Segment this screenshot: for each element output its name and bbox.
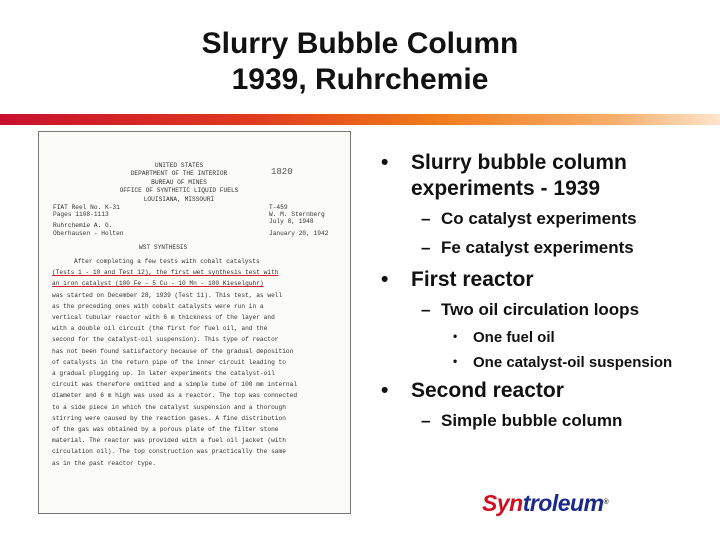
syntroleum-logo [482,488,608,518]
body-line: as in the past reactor type. [52,459,156,467]
bullet-item [381,150,701,202]
bullet-text: Second reactor [411,379,564,402]
body-line: circuit was therefore omitted and a simple tube of 100 mm internal [52,381,298,389]
title-line-2: 1939, Ruhrchemie [231,63,489,96]
body-line: an iron catalyst (100 Fe - 5 Cu - 10 Mn - 100 Kieselguhr) [52,280,264,288]
document-number: 1820 [271,167,293,177]
sub-bullet-text: Simple bubble column [441,411,623,430]
header-line: BUREAU OF MINES [151,178,207,186]
meta-line: FIAT Reel No. K-31 [53,204,120,211]
body-line: has not been found satisfactory because of the gradual deposition [52,347,294,355]
body-line: as the preceding ones with cobalt catalysts were run in a [52,302,264,310]
meta-line: T-459 [269,204,288,211]
dash-icon: – [421,300,431,319]
body-line: vertical tubular reactor with 6 m thickness of the layer and [52,314,275,322]
scanned-document [38,131,351,514]
header-line: OFFICE OF SYNTHETIC LIQUID FUELS [119,187,239,195]
gradient-divider [0,114,720,125]
header-line: DEPARTMENT OF THE INTERIOR [130,170,228,178]
bullet-item [381,378,701,404]
body-line: material. The reactor was provided with a fuel oil jacket (with [52,437,286,445]
meta-line: January 20, 1942 [269,229,329,237]
dash-icon: – [421,411,431,430]
body-line: circulation oil). The top construction was practically the same [52,448,286,456]
body-line: After completing a few tests with cobalt catalysts [74,258,260,265]
body-line: second for the catalyst-oil suspension). This type of reactor [52,336,279,344]
small-bullet-icon: • [453,329,458,343]
title-line-1: Slurry Bubble Column [201,27,519,60]
small-bullet-icon: • [453,354,458,368]
sub-sub-bullet-text: One catalyst-oil suspension [473,354,673,371]
sub-bullet-text: Co catalyst experiments [441,209,637,228]
meta-line: Ruhrchemie A. G. [53,222,113,230]
meta-right [269,204,328,237]
sub-sub-bullet-text: One fuel oil [473,329,555,346]
body-line: (Tests 1 - 10 and Test 12), the first wet synthesis test with [52,269,279,277]
logo-part-blue: troleum [522,490,604,516]
sub-bullet-text: Two oil circulation loops [441,300,640,319]
header-line: LOUISIANA, MISSOURI [143,195,215,203]
body-line: of the gas was obtained by a porous plate of the filter stone [52,426,279,434]
body-line: a gradual plugging up. In later experiments the catalyst-oil [52,370,275,378]
body-line: stirring were caused by the reaction gases. A fine distribution [52,414,286,422]
body-line: of catalysts in the return pipe of the inner circuit leading to [52,358,286,366]
bullet-dot-icon: • [381,379,389,402]
logo-part-red: Syn [482,490,523,516]
dash-icon: – [421,209,431,228]
meta-left [53,204,124,237]
slide-title [0,26,720,98]
bullet-text: First reactor [411,268,534,291]
bullet-item [381,267,701,293]
dash-icon: – [421,238,431,257]
body-line: with a double oil circuit (the first for fuel oil, and the [52,325,268,333]
sub-bullet-item [381,299,701,321]
sub-sub-bullet-item [381,353,701,372]
meta-line: Pages 1108-1113 [53,211,109,219]
bullet-dot-icon: • [381,151,389,174]
sub-sub-bullet-item [381,328,701,347]
sub-bullet-item [381,410,701,432]
document-subject: WST SYNTHESIS [139,244,188,251]
body-line: was started on December 28, 1939 (Test 11). This test, as well [52,291,283,299]
body-line: to a side piece in which the catalyst suspension and a thorough [52,403,286,411]
header-line: UNITED STATES [154,162,204,169]
bullet-text: Slurry bubble column experiments - 1939 [411,151,627,200]
body-line: diameter and 6 m high was used as a reactor. The top was connected [52,392,298,400]
registered-mark: ® [603,499,609,506]
sub-bullet-text: Fe catalyst experiments [441,238,634,257]
meta-line: July 8, 1948 [269,218,314,226]
meta-line: W. M. Sternberg [269,211,325,219]
meta-line: Oberhausen - Holten [53,229,124,237]
bullet-dot-icon: • [381,268,389,291]
sub-bullet-item [381,208,701,230]
bullet-list [381,150,701,439]
document-header [109,162,249,204]
sub-bullet-item [381,237,701,259]
document-body [52,256,348,469]
